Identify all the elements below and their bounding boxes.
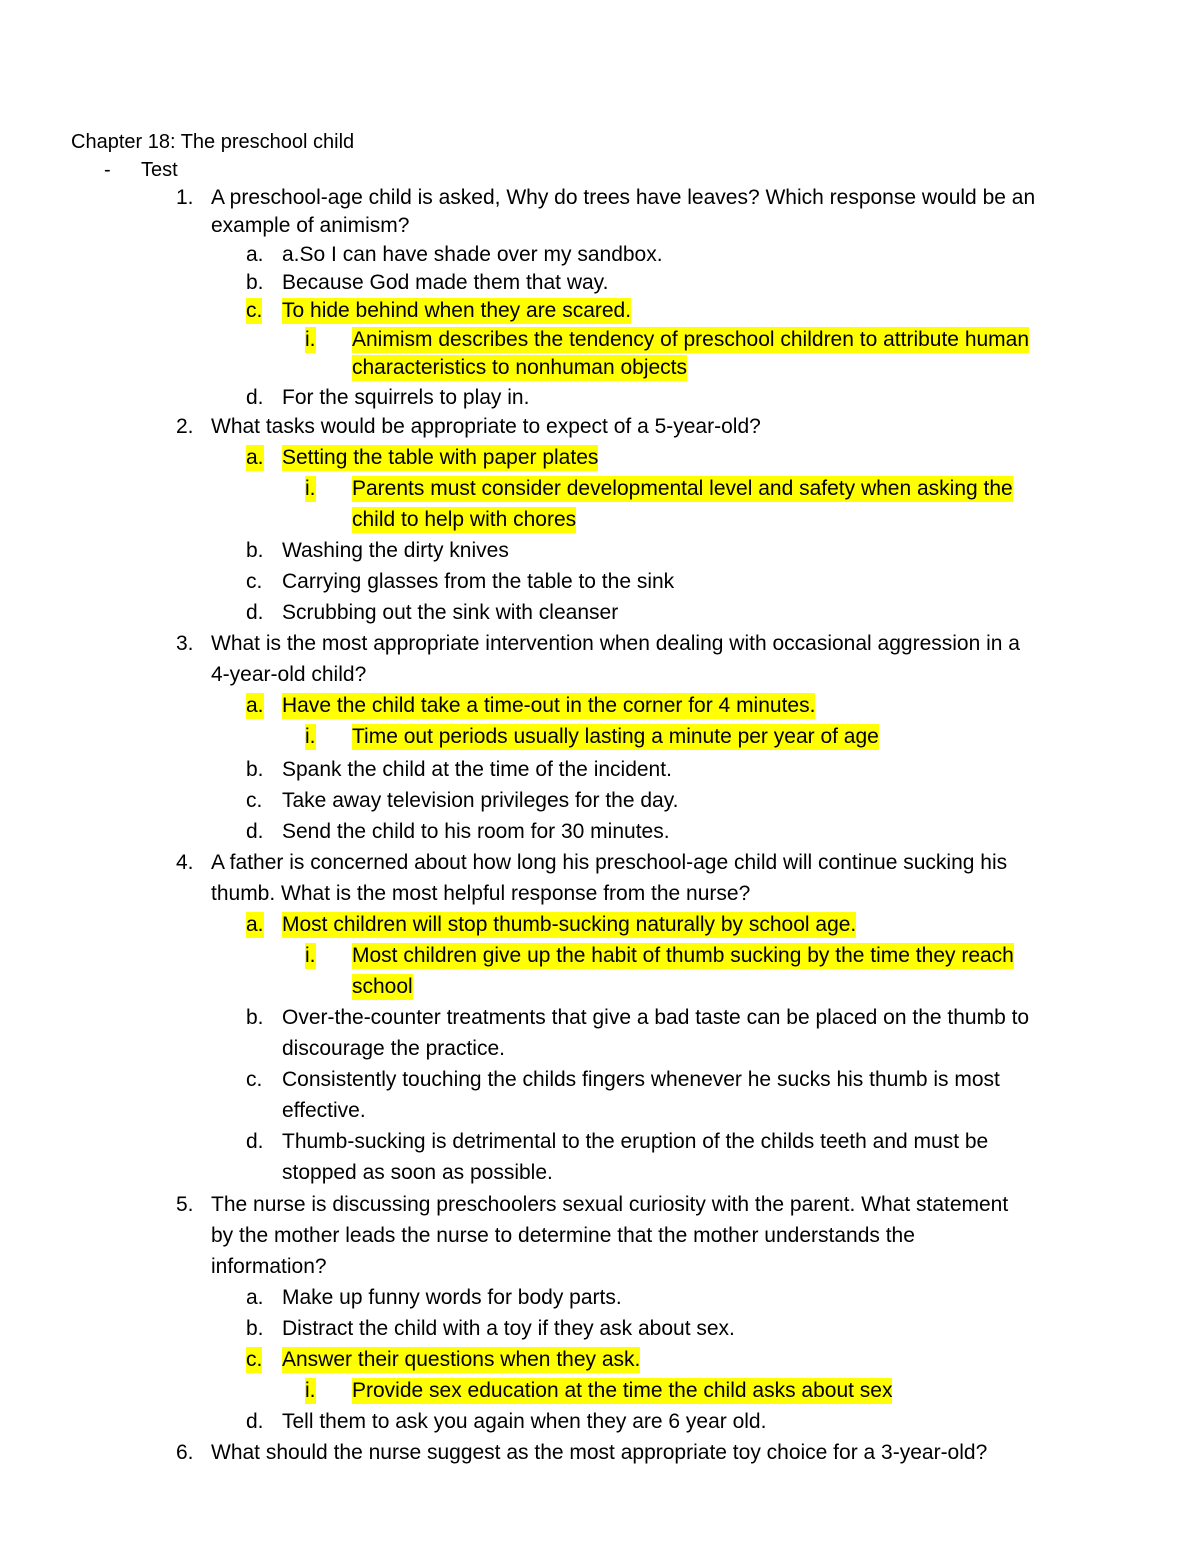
question-text-continued: information? [211,1255,327,1278]
option-text: Washing the dirty knives [282,539,509,562]
question-number: 1. [176,186,194,209]
rationale-text-continued: school [352,975,413,998]
option-marker: b. [246,758,264,781]
option-text: Scrubbing out the sink with cleanser [282,601,619,624]
option-marker: c. [246,789,263,812]
question-number: 3. [176,632,194,655]
rationale-text-continued: characteristics to nonhuman objects [352,356,688,379]
option-marker: a. [246,243,264,266]
option-marker: c. [246,1068,263,1091]
option-marker: b. [246,539,264,562]
option-text: Have the child take a time-out in the corner for 4 minutes. [282,694,816,717]
question-text-continued: thumb. What is the most helpful response from the nurse? [211,882,751,905]
option-marker: b. [246,1006,264,1029]
option-marker: d. [246,1130,264,1153]
option-marker: c. [246,570,263,593]
option-marker: a. [246,1286,264,1309]
question-number: 4. [176,851,194,874]
rationale-text: Parents must consider developmental level and safety when asking the [352,477,1013,500]
option-marker: d. [246,601,264,624]
question-text: A father is concerned about how long his preschool-age child will continue sucking his [211,851,1008,874]
option-text: Answer their questions when they ask. [282,1348,641,1371]
option-marker: c. [246,299,263,322]
question-text: What should the nurse suggest as the most appropriate toy choice for a 3-year-old? [211,1441,988,1464]
option-marker: b. [246,1317,264,1340]
option-text-continued: discourage the practice. [282,1037,505,1060]
question-text-continued: example of animism? [211,214,410,237]
option-marker: c. [246,1348,263,1371]
option-marker: d. [246,820,264,843]
option-text: Spank the child at the time of the incident. [282,758,672,781]
rationale-marker: i. [305,328,316,351]
question-text: A preschool-age child is asked, Why do trees have leaves? Which response would be an [211,186,1036,209]
question-text-continued: by the mother leads the nurse to determine that the mother understands the [211,1224,915,1247]
option-marker: d. [246,1410,264,1433]
question-text: What is the most appropriate intervention when dealing with occasional aggression in a [211,632,1020,655]
rationale-text: Animism describes the tendency of preschool children to attribute human [352,328,1030,351]
option-text: For the squirrels to play in. [282,386,530,409]
option-text: Send the child to his room for 30 minutes. [282,820,670,843]
option-text: Carrying glasses from the table to the sink [282,570,675,593]
option-text: Distract the child with a toy if they ask about sex. [282,1317,735,1340]
question-text: The nurse is discussing preschoolers sexual curiosity with the parent. What statement [211,1193,1009,1216]
question-text-continued: 4-year-old child? [211,663,367,686]
rationale-text: Provide sex education at the time the child asks about sex [352,1379,893,1402]
option-text: Take away television privileges for the day. [282,789,679,812]
option-marker: a. [246,913,264,936]
option-text-continued: effective. [282,1099,366,1122]
option-text: Because God made them that way. [282,271,609,294]
option-text: Setting the table with paper plates [282,446,599,469]
question-number: 5. [176,1193,194,1216]
option-text-continued: stopped as soon as possible. [282,1161,553,1184]
option-text: Most children will stop thumb-sucking naturally by school age. [282,913,857,936]
option-text: Over-the-counter treatments that give a bad taste can be placed on the thumb to [282,1006,1030,1029]
rationale-text: Time out periods usually lasting a minute per year of age [352,725,879,748]
question-number: 6. [176,1441,194,1464]
option-text: Make up funny words for body parts. [282,1286,622,1309]
rationale-text: Most children give up the habit of thumb sucking by the time they reach [352,944,1014,967]
option-text: Consistently touching the childs fingers whenever he sucks his thumb is most [282,1068,1000,1091]
option-text: To hide behind when they are scared. [282,299,632,322]
option-marker: a. [246,694,264,717]
rationale-marker: i. [305,725,316,748]
rationale-text-continued: child to help with chores [352,508,577,531]
rationale-marker: i. [305,944,316,967]
option-marker: b. [246,271,264,294]
section-marker: - [104,159,111,181]
option-text: Tell them to ask you again when they are 6 year old. [282,1410,767,1433]
option-marker: d. [246,386,264,409]
rationale-marker: i. [305,1379,316,1402]
rationale-marker: i. [305,477,316,500]
section-label: Test [141,159,178,181]
option-text: a.So I can have shade over my sandbox. [282,243,663,266]
option-marker: a. [246,446,264,469]
question-text: What tasks would be appropriate to expect of a 5-year-old? [211,415,761,438]
question-number: 2. [176,415,194,438]
option-text: Thumb-sucking is detrimental to the eruption of the childs teeth and must be [282,1130,989,1153]
page-title: Chapter 18: The preschool child [71,131,355,153]
